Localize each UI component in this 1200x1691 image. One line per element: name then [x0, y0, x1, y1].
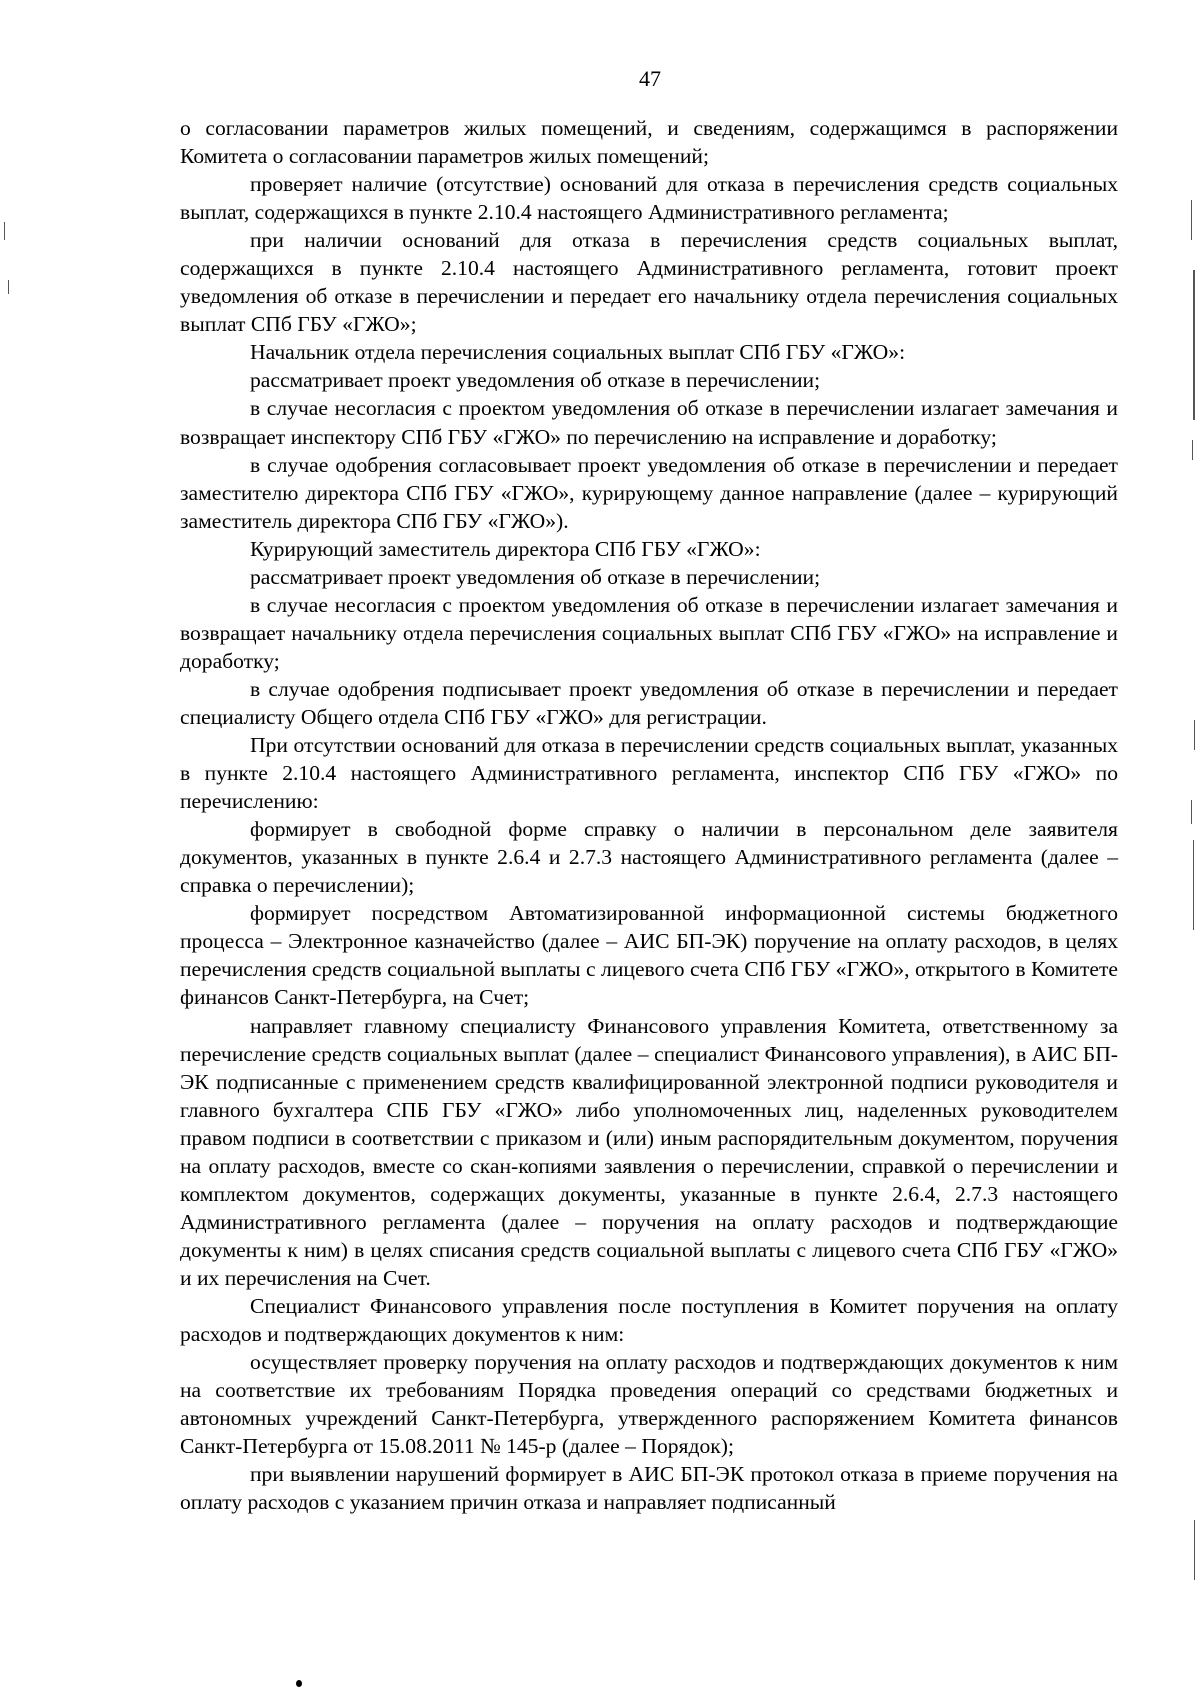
- paragraph: в случае одобрения подписывает проект уведомления об отказе в перечислении и передает специалисту Общего отдела СПб ГБУ «ГЖО» для регистрации.: [180, 676, 1118, 729]
- paragraph: направляет главному специалисту Финансового управления Комитета, ответственному за перечисление средств социальных выплат (далее – специалист Финансового управления), в АИС БП-ЭК подписанные с применением средств квалифицированной электронной подписи руководителя и главного бухгалтера СПБ ГБУ «ГЖО» либо уполномоченных лиц, наделенных руководителем правом подписи в соответствии с приказом и (или) иным распорядительным документом, поручения на оплату расходов, вместе со скан-копиями заявления о перечислении, справкой о перечислении и комплектом документов, содержащих документы, указанные в пункте 2.6.4, 2.7.3 настоящего Административного регламента (далее – поручения на оплату расходов и подтверждающие документы к ним) в целях списания средств социальной выплаты с лицевого счета СПб ГБУ «ГЖО» и их перечисления на Счет.: [180, 1013, 1118, 1290]
- paragraph: рассматривает проект уведомления об отказе в перечислении;: [250, 564, 821, 589]
- scan-artifact: [1194, 1520, 1195, 1580]
- paragraph: при наличии оснований для отказа в перечисления средств социальных выплат, содержащихся в пункте 2.10.4 настоящего Административного регламента, готовит проект уведомления об отказе в перечислении и передает его начальнику отдела перечисления социальных выплат СПб ГБУ «ГЖО»;: [180, 228, 1118, 337]
- scan-artifact: [1194, 720, 1195, 750]
- scan-artifact: [1191, 200, 1192, 240]
- scan-artifact: [1193, 270, 1195, 420]
- paragraph: в случае несогласия с проектом уведомления об отказе в перечислении излагает замечания и возвращает инспектору СПб ГБУ «ГЖО» по перечислению на исправление и доработку;: [180, 396, 1118, 449]
- scan-artifact: [1191, 800, 1192, 824]
- paragraph: формирует посредством Автоматизированной информационной системы бюджетного процесса – Электронное казначейство (далее – АИС БП-ЭК) поручение на оплату расходов, в целях перечисления средств социальной выплаты с лицевого счета СПб ГБУ «ГЖО», открытого в Комитете финансов Санкт-Петербурга, на Счет;: [180, 901, 1118, 1010]
- scan-artifact: [8, 280, 9, 294]
- paragraph: Начальник отдела перечисления социальных выплат СПб ГБУ «ГЖО»:: [250, 340, 906, 365]
- scan-artifact: [4, 222, 5, 240]
- paragraph: проверяет наличие (отсутствие) оснований для отказа в перечисления средств социальных выплат, содержащихся в пункте 2.10.4 настоящего Административного регламента;: [180, 172, 1118, 225]
- paragraph: При отсутствии оснований для отказа в перечислении средств социальных выплат, указанных в пункте 2.10.4 настоящего Административного регламента, инспектор СПб ГБУ «ГЖО» по перечислению:: [180, 733, 1118, 814]
- scan-artifact: [1193, 840, 1194, 930]
- paragraph: в случае одобрения согласовывает проект уведомления об отказе в перечислении и передает заместителю директора СПб ГБУ «ГЖО», курирующему данное направление (далее – курирующий заместитель директора СПб ГБУ «ГЖО»).: [180, 452, 1118, 533]
- scan-dot: [296, 1680, 302, 1687]
- paragraph: о согласовании параметров жилых помещений, и сведениям, содержащимся в распоряжении Комитета о согласовании параметров жилых помещений;: [180, 116, 1118, 169]
- paragraph: осуществляет проверку поручения на оплату расходов и подтверждающих документов к ним на соответствие их требованиям Порядка проведения операций со средствами бюджетных и автономных учреждений Санкт-Петербурга, утвержденного распоряжением Комитета финансов Санкт-Петербурга от 15.08.2011 № 145-р (далее – Порядок);: [180, 1350, 1118, 1459]
- page-number: 47: [639, 66, 661, 91]
- document-body: [180, 114, 1118, 1516]
- paragraph: в случае несогласия с проектом уведомления об отказе в перечислении излагает замечания и возвращает начальнику отдела перечисления социальных выплат СПб ГБУ «ГЖО» на исправление и доработку;: [180, 592, 1118, 673]
- paragraph: при выявлении нарушений формирует в АИС БП-ЭК протокол отказа в приеме поручения на оплату расходов с указанием причин отказа и направляет подписанный: [180, 1462, 1118, 1515]
- paragraph: Специалист Финансового управления после поступления в Комитет поручения на оплату расходов и подтверждающих документов к ним:: [180, 1293, 1118, 1347]
- paragraph: Курирующий заместитель директора СПб ГБУ «ГЖО»:: [250, 536, 761, 561]
- scan-artifact: [1192, 440, 1193, 460]
- paragraph: рассматривает проект уведомления об отказе в перечислении;: [250, 368, 821, 393]
- paragraph: формирует в свободной форме справку о наличии в персональном деле заявителя документов, указанных в пункте 2.6.4 и 2.7.3 настоящего Административного регламента (далее – справка о перечислении);: [180, 817, 1118, 898]
